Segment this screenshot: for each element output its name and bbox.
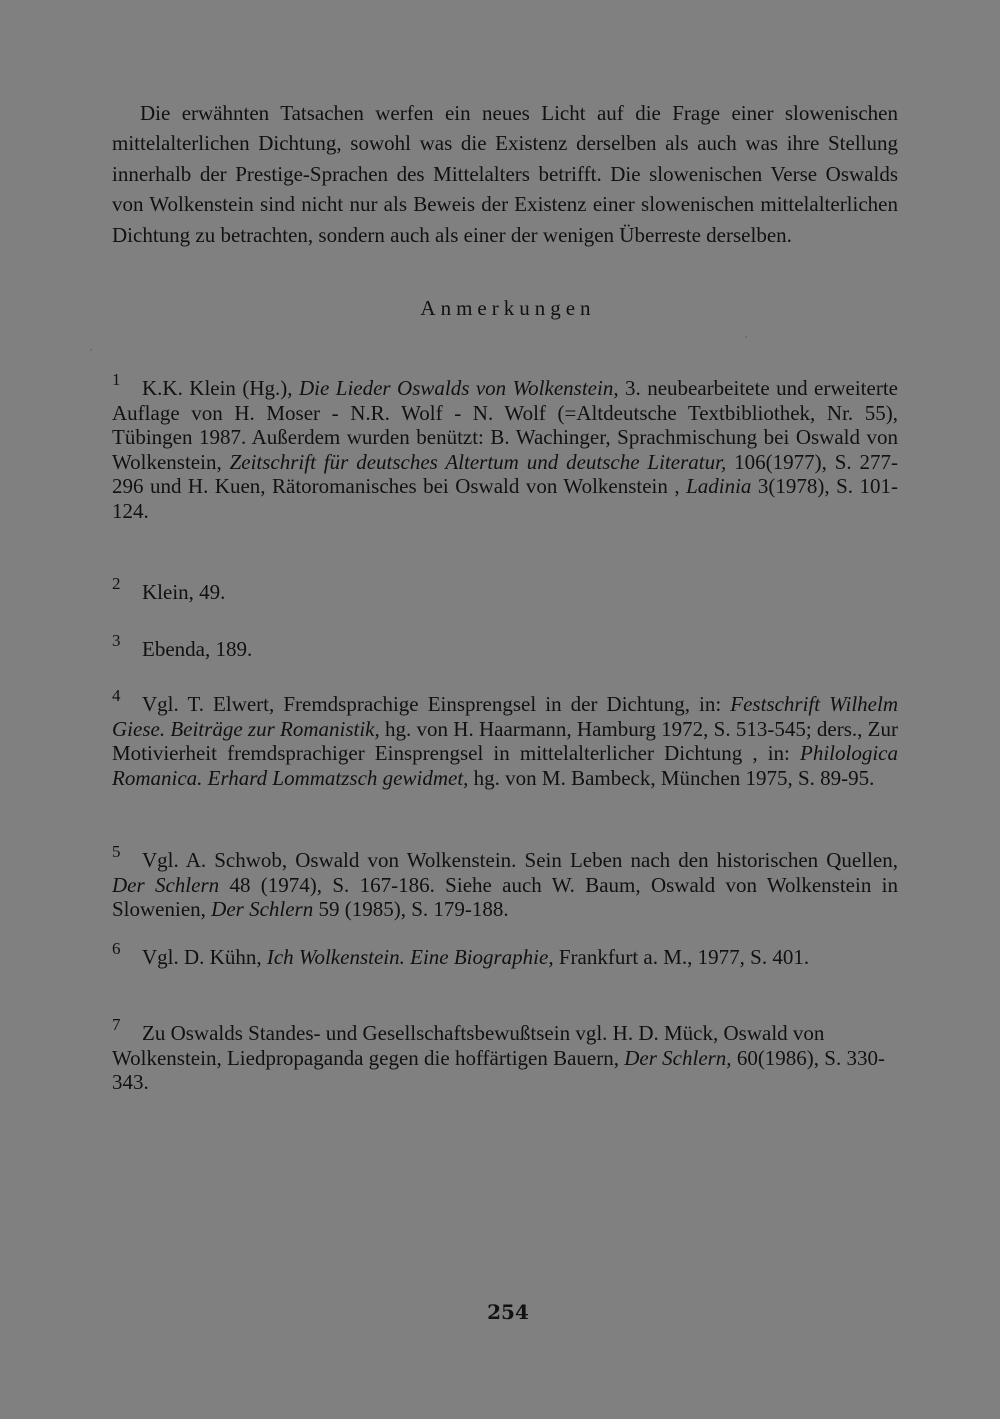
footnote-run: 60(1986), S. 330-343.	[112, 1045, 885, 1095]
footnote-run: 3(1978), S. 101-124.	[112, 474, 898, 523]
footnote-italic-run: Ladinia	[686, 474, 752, 499]
footnote-text	[112, 376, 898, 524]
footnote-run: hg. von H. Haarmann, Hamburg 1972, S. 513-545; ders., Zur Motivierheit fremdsprachiger Einsprengsel in mittelalterlicher Dichtung , in:	[112, 716, 898, 766]
footnote-2	[112, 574, 898, 605]
footnote-italic-run: Der Schlern,	[624, 1045, 732, 1070]
footnote-run: Ebenda, 189.	[142, 637, 253, 661]
footnote-1	[112, 370, 898, 524]
footnote-run: Zu Oswalds Standes- und Gesellschaftsbewußtsein vgl. H. D. Mück, Oswald von Wolkenstein, Liedpropaganda gegen die hoffärtigen Bauern,	[112, 1021, 825, 1070]
footnote-7	[112, 1015, 898, 1095]
footnote-text	[112, 637, 898, 662]
footnote-text	[112, 580, 898, 605]
footnote-number: 5	[112, 842, 121, 861]
footnote-run: Frankfurt a. M., 1977, S. 401.	[553, 945, 810, 969]
footnote-italic-run: Die Lieder Oswalds von Wolkenstein,	[299, 376, 619, 400]
footnote-run: Vgl. D. Kühn,	[142, 945, 267, 969]
footnote-number: 2	[112, 574, 121, 593]
footnote-italic-run: Philologica Romanica. Erhard Lommatzsch gewidmet,	[112, 741, 898, 790]
footnote-text	[112, 945, 898, 970]
footnote-run: 3. neubearbeitete und erweiterte Auflage von H. Moser - N.R. Wolf - N. Wolf (=Altdeutsche Textbibliothek, Nr. 55), Tübingen 1987. Außerdem wurden benützt: B. Wachinger, Sprachmischung bei Oswald von Wolkenstein,	[112, 376, 898, 474]
footnote-number: 1	[112, 370, 121, 389]
footnote-number: 7	[112, 1015, 121, 1034]
footnote-5	[112, 842, 899, 922]
footnote-number: 6	[112, 939, 121, 958]
footnote-4	[112, 686, 898, 790]
footnote-text	[112, 692, 898, 790]
footnote-text	[112, 1021, 898, 1095]
footnote-italic-run: Der Schlern	[112, 872, 220, 897]
scan-speck	[745, 336, 747, 338]
footnote-run: K.K. Klein (Hg.),	[142, 376, 299, 400]
footnote-number: 4	[112, 686, 121, 705]
page-number: 254	[487, 1300, 529, 1324]
footnote-6	[112, 939, 898, 970]
body-paragraph: Die erwähnten Tatsachen werfen ein neues Licht auf die Frage einer slowenischen mittelalterlichen Dichtung, sowohl was die Existenz derselben als auch was ihre Stellung innerhalb der Prestige-Sprachen des Mittelalters betrifft. Die slowenischen Verse Oswalds von Wolkenstein sind nicht nur als Beweis der Existenz einer slowenischen mittelalterlichen Dichtung zu betrachten, sondern auch als einer der wenigen Überreste derselben.	[112, 101, 898, 247]
footnote-italic-run: Ich Wolkenstein. Eine Biographie,	[266, 945, 554, 969]
footnote-3	[112, 631, 898, 662]
footnote-run: Klein, 49.	[142, 580, 226, 604]
footnote-text	[112, 848, 898, 922]
footnote-italic-run: Festschrift Wilhelm Giese. Beiträge zur Romanistik,	[112, 692, 898, 741]
footnote-run: 59 (1985), S. 179-188.	[313, 897, 509, 922]
section-heading: Anmerkungen	[420, 296, 596, 320]
footnote-run: Vgl. A. Schwob, Oswald von Wolkenstein. Sein Leben nach den historischen Quellen,	[142, 848, 898, 872]
footnote-number: 3	[112, 631, 121, 650]
scan-speck	[90, 349, 92, 351]
footnote-italic-run: Zeitschrift für deutsches Altertum und deutsche Literatur,	[229, 449, 727, 474]
footnote-run: 48 (1974), S. 167-186. Siehe auch W. Baum, Oswald von Wolkenstein in Slowenien,	[112, 872, 899, 922]
footnote-run: hg. von M. Bambeck, München 1975, S. 89-95.	[468, 765, 875, 790]
footnote-run: Vgl. T. Elwert, Fremdsprachige Einsprengsel in der Dichtung, in:	[142, 692, 731, 716]
footnote-italic-run: Der Schlern	[211, 897, 314, 922]
footnote-run: 106(1977), S. 277-296 und H. Kuen, Rätoromanisches bei Oswald von Wolkenstein ,	[112, 449, 898, 499]
